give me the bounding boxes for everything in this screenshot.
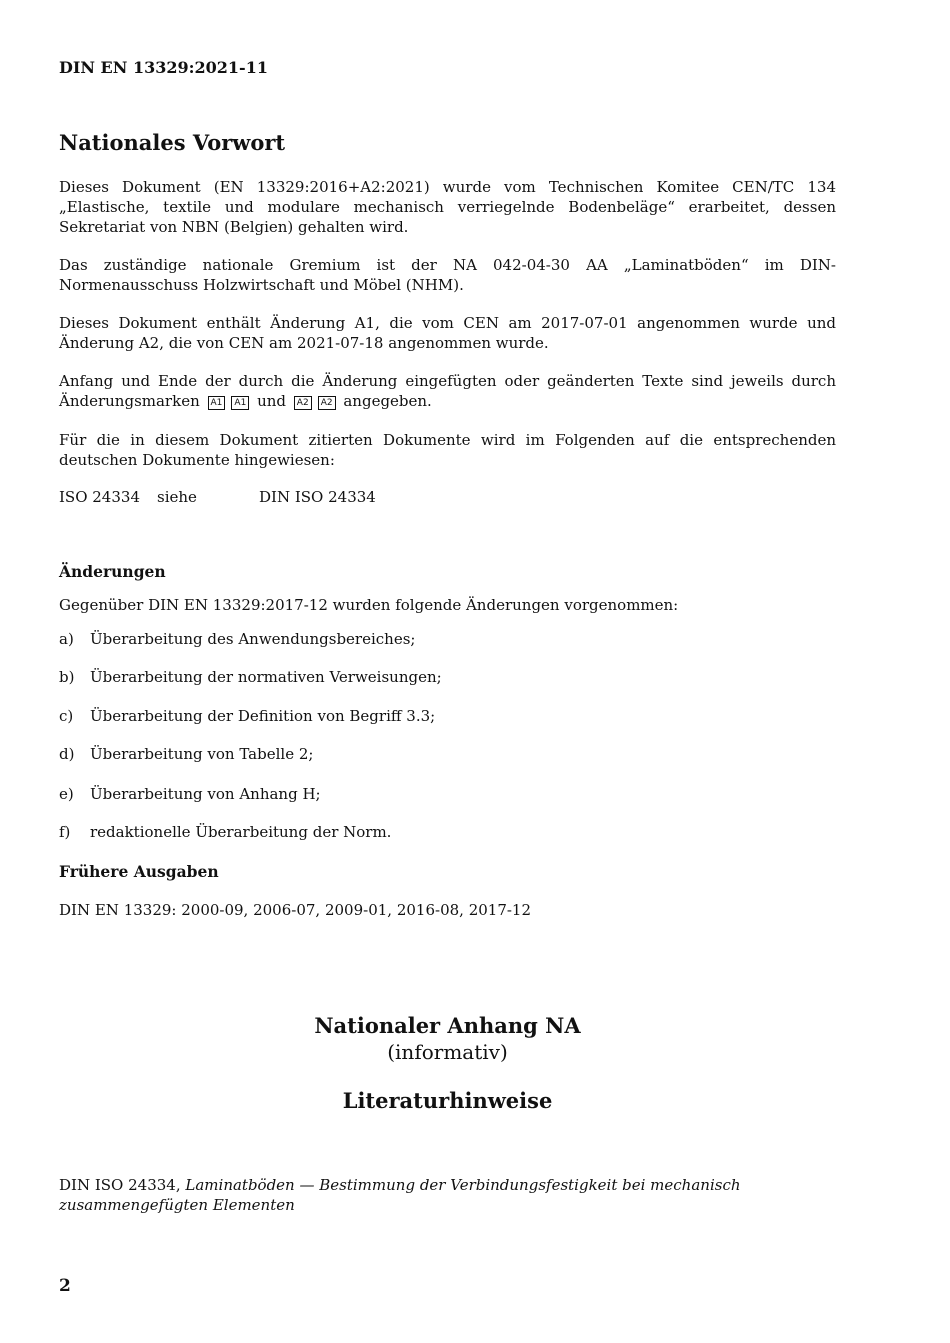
list-item-label: d) — [59, 745, 75, 763]
reference-from: ISO 24334 — [59, 488, 140, 506]
annex-title: Nationaler Anhang NA — [314, 1013, 581, 1038]
bibliography-entry — [59, 1175, 836, 1215]
reference-see: siehe — [157, 488, 197, 506]
amendment-marker-a1-start: A1 — [208, 396, 226, 410]
list-item-text: Überarbeitung der Definition von Begriff 3.3; — [90, 707, 436, 725]
list-item-text: Überarbeitung des Anwendungsbereiches; — [90, 630, 416, 648]
bibliography-entry-title: Laminatböden — Bestimmung der Verbindungsfestigkeit bei mechanisch zusammengefügten Elementen — [59, 1176, 741, 1214]
foreword-paragraph-2: Das zuständige nationale Gremium ist der NA 042-04-30 AA „Laminatböden“ im DIN-Normenausschuss Holzwirtschaft und Möbel (NHM). — [59, 256, 836, 294]
changes-title: Änderungen — [59, 562, 166, 581]
previous-editions-text: DIN EN 13329: 2000-09, 2006-07, 2009-01, 2016-08, 2017-12 — [59, 901, 532, 919]
changes-intro: Gegenüber DIN EN 13329:2017-12 wurden folgende Änderungen vorgenommen: — [59, 596, 679, 614]
foreword-paragraph-4 — [59, 371, 836, 411]
foreword-paragraph-5: Für die in diesem Dokument zitierten Dokumente wird im Folgenden auf die entsprechenden deutschen Dokumente hingewiesen: — [59, 431, 836, 469]
list-item-label: b) — [59, 668, 75, 686]
previous-editions-title: Frühere Ausgaben — [59, 862, 219, 881]
list-item-text: Überarbeitung von Anhang H; — [90, 785, 321, 803]
page-number: 2 — [59, 1276, 71, 1296]
list-item-label: c) — [59, 707, 74, 725]
annex-subtitle: (informativ) — [387, 1040, 508, 1064]
amendment-marker-a1-end: A1 — [231, 396, 249, 410]
bibliography-title: Literaturhinweise — [342, 1088, 553, 1113]
amendment-marker-and: und — [257, 392, 287, 410]
amendment-marker-end-text: angegeben. — [343, 392, 432, 410]
amendment-marker-text: Anfang und Ende der durch die Änderung eingefügten oder geänderten Texte sind jeweils durch Änderungsmarken — [59, 372, 836, 410]
list-item-label: f) — [59, 823, 71, 841]
amendment-marker-a2-end: A2 — [318, 396, 336, 410]
list-item-text: Überarbeitung von Tabelle 2; — [90, 745, 314, 763]
foreword-paragraph-3: Dieses Dokument enthält Änderung A1, die vom CEN am 2017-07-01 angenommen wurde und Änderung A2, die von CEN am 2021-07-18 angenommen wurde. — [59, 314, 836, 352]
amendment-marker-a2-start: A2 — [294, 396, 312, 410]
document-header-id: DIN EN 13329:2021-11 — [59, 58, 268, 77]
foreword-paragraph-1: Dieses Dokument (EN 13329:2016+A2:2021) wurde vom Technischen Komitee CEN/TC 134 „Elastische, textile und modulare mechanisch verriegelnde Bodenbeläge“ erarbeitet, dessen Sekretariat von NBN (Belgien) gehalten wird. — [59, 178, 836, 236]
reference-to: DIN ISO 24334 — [259, 488, 376, 506]
bibliography-entry-ref: DIN ISO 24334, — [59, 1176, 181, 1194]
list-item-label: e) — [59, 785, 74, 803]
list-item-text: redaktionelle Überarbeitung der Norm. — [90, 823, 392, 841]
list-item-label: a) — [59, 630, 74, 648]
list-item-text: Überarbeitung der normativen Verweisungen; — [90, 668, 442, 686]
foreword-title: Nationales Vorwort — [59, 130, 286, 155]
